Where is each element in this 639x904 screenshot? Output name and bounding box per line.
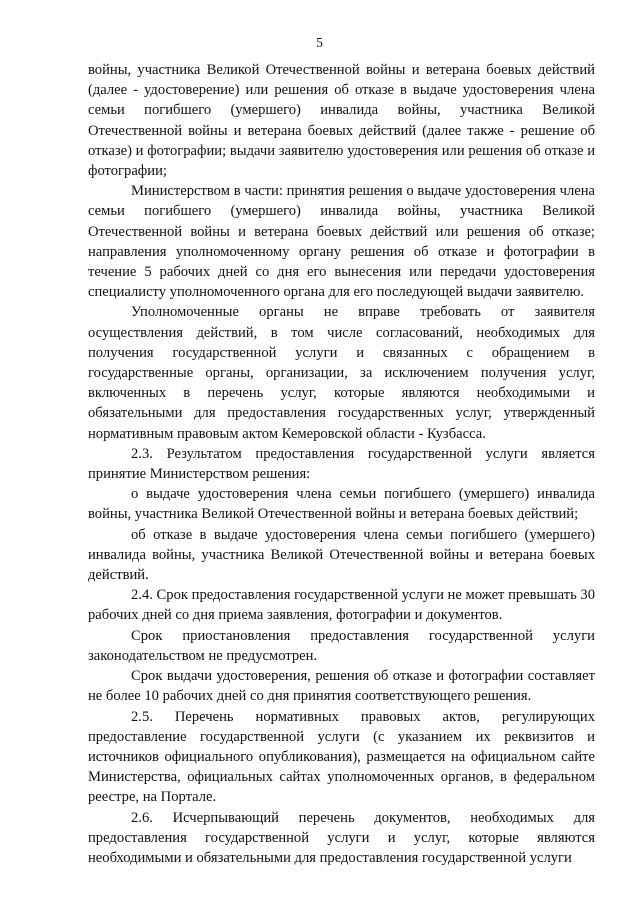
paragraph-continuation: войны, участника Великой Отечественной войны и ветерана боевых действий (далее - удостоверение) или решения об отказе в выдаче удостоверения члена семьи погибшего (умершего) инвалида войны, участника Великой Отечественной войны и ветерана боевых действий (далее также - решение об отказе) и фотографии; выдачи заявителю удостоверения или решения об отказе и фотографии; xyxy=(88,62,595,180)
paragraph-2-5-legal-acts: 2.5. Перечень нормативных правовых актов, регулирующих предоставление государственной услуги (с указанием их реквизитов и источников официального опубликования), размещается на официальном сайте Министерства, официальных сайтах уполномоченных органов, в федеральном реестре, на Портале. xyxy=(88,708,595,806)
paragraph-result-refusal: об отказе в выдаче удостоверения члена семьи погибшего (умершего) инвалида войны, участника Великой Отечественной войны и ветерана боевых действий. xyxy=(88,526,595,584)
paragraph-suspension-term: Срок приостановления предоставления государственной услуги законодательством не предусмотрен. xyxy=(88,627,595,664)
paragraph-ministry-part: Министерством в части: принятия решения о выдаче удостоверения члена семьи погибшего (умершего) инвалида войны, участника Великой Отечественной войны и ветерана боевых действий или решения об отказе; направления уполномоченному органу решения об отказе и фотографии в течение 5 рабочих дней со дня его вынесения или передачи удостоверения специалисту уполномоченного органа для его последующей выдачи заявителю. xyxy=(88,183,595,301)
paragraph-2-3-result: 2.3. Результатом предоставления государственной услуги является принятие Министерством решения: xyxy=(88,445,595,483)
paragraph-2-6-documents: 2.6. Исчерпывающий перечень документов, необходимых для предоставления государственной услуги и услуг, которые являются необходимыми и обязательными для предоставления государственной услуги xyxy=(88,809,595,866)
page-number: 5 xyxy=(316,35,323,50)
paragraph-authorized-bodies: Уполномоченные органы не вправе требовать от заявителя осуществления действий, в том числе согласований, необходимых для получения государственной услуги и связанных с обращением в государственные органы, организации, за исключением получения услуг, включенных в перечень услуг, которые являются необходимыми и обязательными для предоставления государственных услуг, утвержденный нормативным правовым актом Кемеровской области - Кузбасса. xyxy=(88,304,595,442)
document-body xyxy=(88,60,595,868)
paragraph-issuance-term: Срок выдачи удостоверения, решения об отказе и фотографии составляет не более 10 рабочих дней со дня принятия соответствующего решения. xyxy=(88,668,595,705)
paragraph-2-4-term: 2.4. Срок предоставления государственной услуги не может превышать 30 рабочих дней со дня приема заявления, фотографии и документов. xyxy=(88,587,595,624)
paragraph-result-issue: о выдаче удостоверения члена семьи погибшего (умершего) инвалида войны, участника Великой Отечественной войны и ветерана боевых действий; xyxy=(88,486,595,523)
